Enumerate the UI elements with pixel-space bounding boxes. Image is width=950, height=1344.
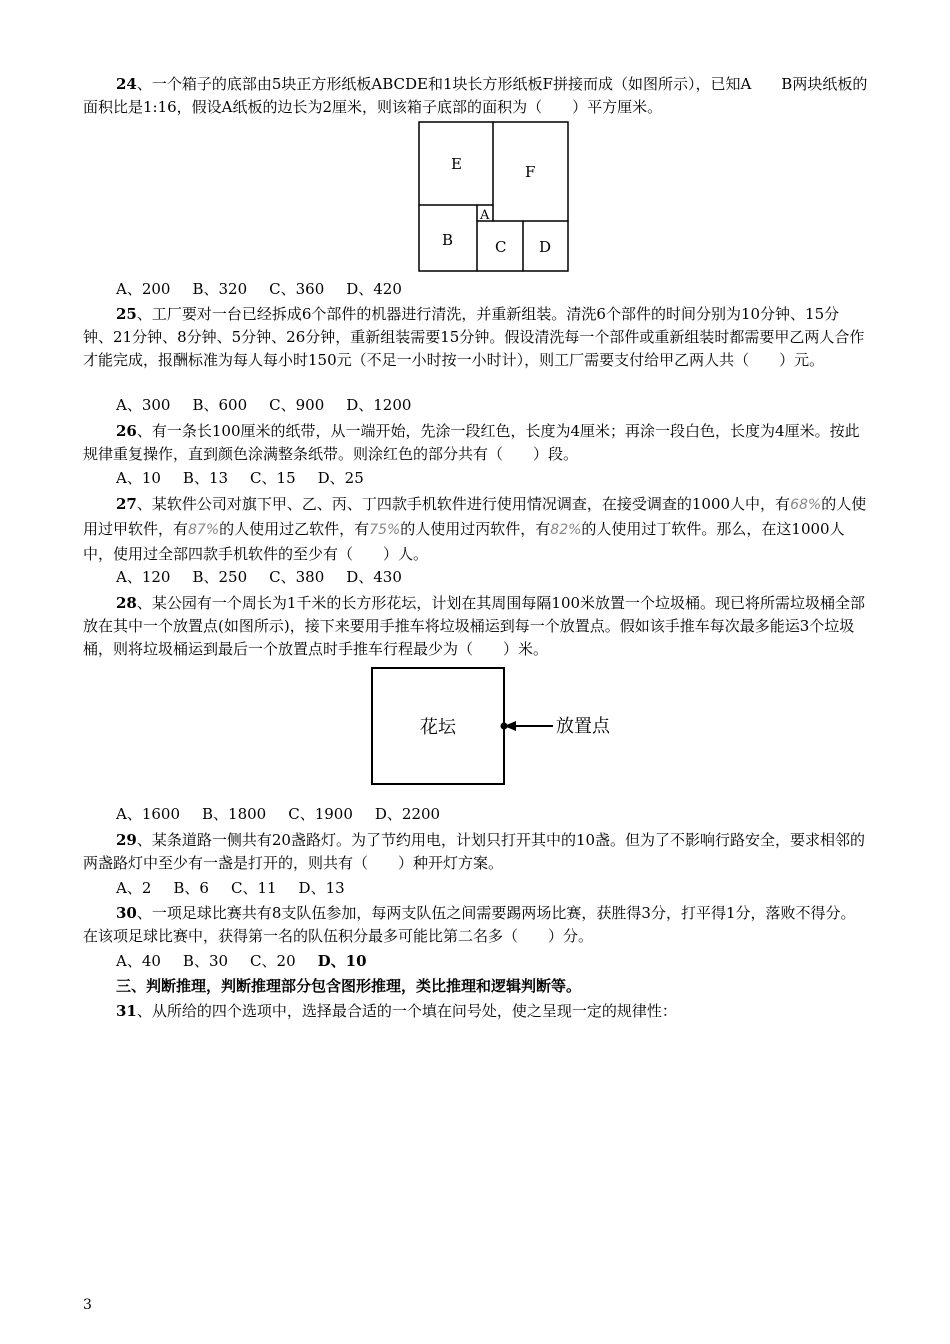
question-text: 、一项足球比赛共有8支队伍参加，每两支队伍之间需要踢两场比赛，获胜得3分，打平得1分，落败不得分。在该项足球比赛中，获得第一名的队伍积分最多可能比第二名多（ ）分。 — [83, 904, 856, 945]
placement-point-label: 放置点 — [556, 716, 610, 737]
question-text: 的人使用过乙软件，有 — [219, 520, 370, 538]
question-number: 28 — [116, 594, 137, 612]
question-text: 、一个箱子的底部由5块正方形纸板ABCDE和1块长方形纸板F拼接而成（如图所示），已知A B两块纸板的面积比是1:16，假设A纸板的边长为2厘米，则该箱子底部的面积为（ ）平方厘米。 — [83, 75, 868, 116]
option: D、10 — [317, 952, 367, 970]
option: B、30 — [182, 952, 229, 970]
option: B、6 — [173, 879, 209, 897]
option: B、320 — [192, 280, 248, 298]
figure-label-c: C — [495, 238, 507, 256]
options-28 — [116, 803, 462, 825]
figure-label-b: B — [442, 231, 454, 249]
option: B、13 — [182, 469, 229, 487]
option: D、1200 — [346, 396, 412, 414]
option: A、1600 — [116, 805, 181, 823]
option: B、250 — [192, 568, 248, 586]
option: C、900 — [269, 396, 325, 414]
question-text: 、某公园有一个周长为1千米的长方形花坛，计划在其周围每隔100米放置一个垃圾桶。现已将所需垃圾桶全部放在其中一个放置点(如图所示)，接下来要用手推车将垃圾桶运到每一个放置点。假如该手推车每次最多能运3个垃圾桶，则将垃圾桶运到最后一个放置点时手推车行程最少为（ ）米。 — [83, 594, 866, 658]
option: C、360 — [269, 280, 325, 298]
option: C、20 — [250, 952, 296, 970]
figure-label-a: A — [480, 208, 490, 223]
options-30 — [116, 950, 389, 972]
options-25 — [116, 394, 433, 416]
question-number: 24 — [116, 75, 137, 93]
option: C、380 — [269, 568, 325, 586]
option: B、600 — [192, 396, 248, 414]
question-text: 、某软件公司对旗下甲、乙、丙、丁四款手机软件进行使用情况调查，在接受调查的1000人中，有 — [136, 495, 791, 513]
question-31 — [83, 1000, 869, 1023]
question-text: 、从所给的四个选项中，选择最合适的一个填在问号处，使之呈现一定的规律性： — [136, 1002, 677, 1020]
flowerbed-label: 花坛 — [420, 717, 456, 738]
question-24 — [83, 73, 869, 119]
question-number: 27 — [116, 495, 137, 513]
question-text: 的人使用过甲软件，有 — [83, 495, 867, 538]
option: D、2200 — [374, 805, 441, 823]
options-27 — [116, 566, 424, 588]
question-26 — [83, 420, 869, 466]
figure-label-e: E — [451, 155, 462, 173]
option: C、11 — [230, 879, 277, 897]
option: D、420 — [346, 280, 402, 298]
option: D、25 — [317, 469, 364, 487]
options-29 — [116, 877, 367, 899]
figure-label-d: D — [539, 238, 552, 256]
box-bottom-figure — [418, 121, 570, 273]
option: C、15 — [250, 469, 296, 487]
question-29 — [83, 829, 869, 875]
option: A、10 — [116, 469, 161, 487]
question-text: 、工厂要对一台已经拆成6个部件的机器进行清洗，并重新组装。清洗6个部件的时间分别为10分钟、15分钟、21分钟、8分钟、5分钟、26分钟，重新组装需要15分钟。假设清洗每一个部件或重新组装时都需要甲乙两人合作才能完成，报酬标准为每人每小时150元（不足一小时按一小时计），则工厂需要支付给甲乙两人共（ ）元。 — [83, 305, 865, 369]
option: A、120 — [116, 568, 171, 586]
question-text: 、某条道路一侧共有20盏路灯。为了节约用电，计划只打开其中的10盏。但为了不影响行路安全，要求相邻的两盏路灯中至少有一盏是打开的，则共有（ ）种开灯方案。 — [83, 831, 866, 872]
option: A、300 — [116, 396, 171, 414]
percent-75: 75% — [369, 522, 401, 538]
question-text: 的人使用过丙软件，有 — [400, 520, 551, 538]
question-number: 26 — [116, 422, 137, 440]
question-30 — [83, 902, 869, 948]
option: D、13 — [298, 879, 345, 897]
question-number: 31 — [116, 1002, 137, 1020]
question-27 — [83, 492, 869, 566]
options-24 — [116, 278, 424, 300]
option: A、40 — [116, 952, 161, 970]
percent-82: 82% — [550, 522, 582, 538]
percent-68: 68% — [790, 497, 822, 513]
question-number: 30 — [116, 904, 137, 922]
question-text: 、有一条长100厘米的纸带，从一端开始，先涂一段红色，长度为4厘米；再涂一段白色，长度为4厘米。按此规律重复操作，直到颜色涂满整条纸带。则涂红色的部分共有（ ）段。 — [83, 422, 860, 463]
question-number: 29 — [116, 831, 137, 849]
question-number: 25 — [116, 305, 137, 323]
page-number: 3 — [83, 1297, 92, 1313]
question-text: 的人使用过丁软件。那么，在这1000人中，使用过全部四款手机软件的至少有（ ）人。 — [83, 520, 845, 563]
question-25 — [83, 303, 869, 372]
flowerbed-figure — [370, 666, 630, 788]
option: B、1800 — [202, 805, 267, 823]
option: C、1900 — [288, 805, 353, 823]
question-28 — [83, 592, 869, 661]
option: D、430 — [346, 568, 402, 586]
section-heading: 三、判断推理，判断推理部分包含图形推理，类比推理和逻辑判断等。 — [116, 977, 582, 995]
option: A、200 — [116, 280, 171, 298]
option: A、2 — [116, 879, 152, 897]
options-26 — [116, 467, 386, 489]
percent-87: 87% — [188, 522, 220, 538]
figure-label-f: F — [525, 163, 536, 181]
